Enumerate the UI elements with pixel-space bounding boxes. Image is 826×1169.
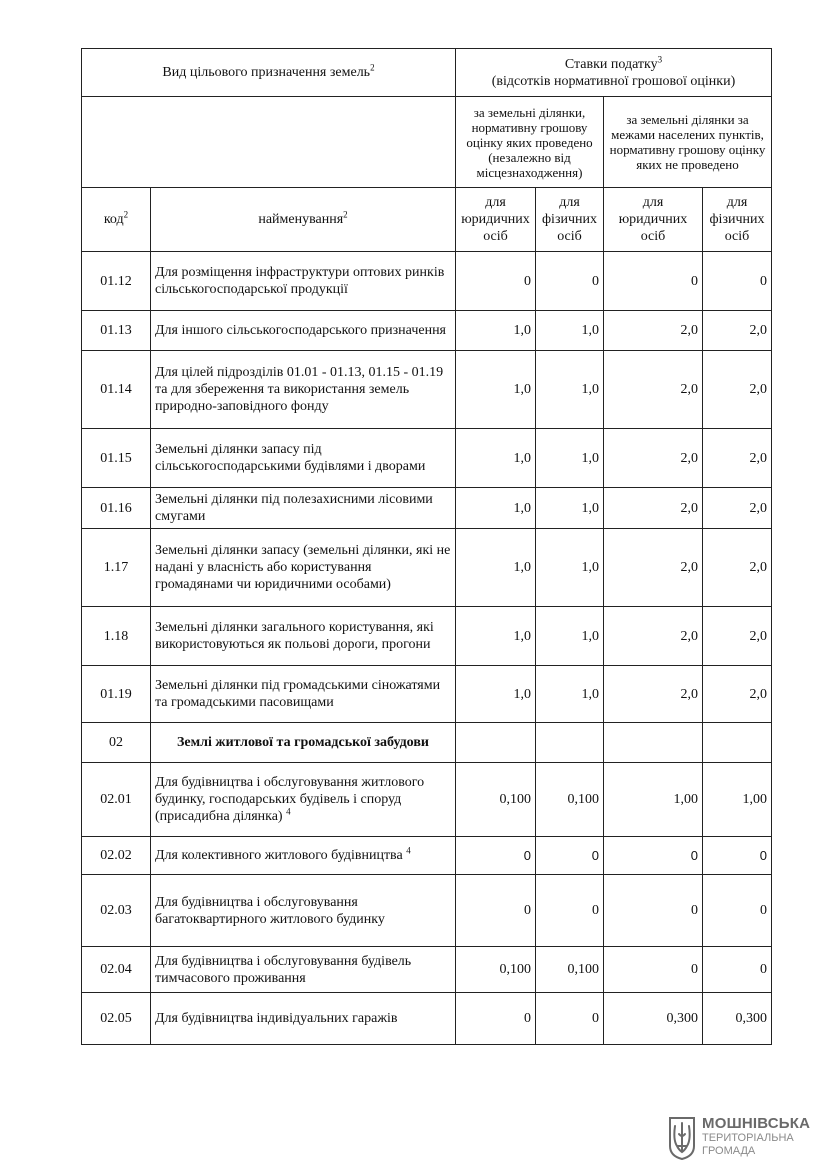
rate-physical-b: 0 bbox=[703, 875, 772, 947]
rate-physical-b: 1,00 bbox=[703, 763, 772, 837]
rate-physical-b: 0 bbox=[703, 252, 772, 311]
table-row bbox=[82, 837, 772, 875]
rate-physical: 0 bbox=[536, 993, 604, 1045]
header-row-3 bbox=[82, 188, 772, 252]
rate-physical-b: 2,0 bbox=[703, 529, 772, 607]
row-code: 01.19 bbox=[82, 666, 151, 723]
rate-physical: 1,0 bbox=[536, 607, 604, 666]
empty-cell bbox=[703, 723, 772, 763]
table-row bbox=[82, 529, 772, 607]
rate-legal-b: 2,0 bbox=[604, 666, 703, 723]
col-legal-b-header: для юридичних осіб bbox=[604, 188, 703, 252]
purpose-header: Вид цільового призначення земель$^2$ bbox=[82, 49, 456, 97]
rate-physical-b: 2,0 bbox=[703, 429, 772, 488]
row-name: Для будівництва індивідуальних гаражів bbox=[151, 993, 456, 1045]
rate-physical: 0 bbox=[536, 875, 604, 947]
empty-cell bbox=[536, 723, 604, 763]
row-name: Для цілей підрозділів 01.01 - 01.13, 01.15 - 01.19 та для збереження та використання земель природно-заповідного фонду bbox=[151, 351, 456, 429]
tax-rates-table bbox=[81, 48, 772, 1045]
rate-physical: 1,0 bbox=[536, 311, 604, 351]
rate-physical: 1,0 bbox=[536, 429, 604, 488]
row-name: Для будівництва і обслуговування будівель тимчасового проживання bbox=[151, 947, 456, 993]
header-row-1 bbox=[82, 49, 772, 97]
code-header: код$^2$ bbox=[82, 188, 151, 252]
row-code: 01.12 bbox=[82, 252, 151, 311]
rate-physical-b: 0 bbox=[703, 947, 772, 993]
row-code: 02.05 bbox=[82, 993, 151, 1045]
rate-physical: 0 bbox=[536, 837, 604, 875]
table-row bbox=[82, 947, 772, 993]
rate-physical: 0,100 bbox=[536, 947, 604, 993]
row-name: Земельні ділянки запасу (земельні ділянки, які не надані у власність або користування громадянами чи юридичними особами) bbox=[151, 529, 456, 607]
rate-legal-b: 0 bbox=[604, 837, 703, 875]
trident-icon bbox=[668, 1116, 696, 1160]
rate-legal: 1,0 bbox=[456, 666, 536, 723]
table-row bbox=[82, 311, 772, 351]
row-name: Для будівництва і обслуговування багатоквартирного житлового будинку bbox=[151, 875, 456, 947]
rate-legal: 0,100 bbox=[456, 763, 536, 837]
community-logo bbox=[668, 1114, 818, 1162]
rate-physical-b: 0 bbox=[703, 837, 772, 875]
rate-legal: 1,0 bbox=[456, 607, 536, 666]
rate-legal-b: 2,0 bbox=[604, 529, 703, 607]
rate-physical: 1,0 bbox=[536, 529, 604, 607]
rate-physical-b: 2,0 bbox=[703, 311, 772, 351]
logo-title: МОШНІВСЬКА bbox=[702, 1115, 811, 1132]
empty-cell bbox=[456, 723, 536, 763]
rate-physical: 1,0 bbox=[536, 666, 604, 723]
row-name: Земельні ділянки запасу під сільськогосподарськими будівлями і дворами bbox=[151, 429, 456, 488]
row-name: Для колективного житлового будівництва $^4$ bbox=[151, 837, 456, 875]
table-row bbox=[82, 763, 772, 837]
row-code: 1.18 bbox=[82, 607, 151, 666]
rate-physical: 1,0 bbox=[536, 351, 604, 429]
row-code: 02.03 bbox=[82, 875, 151, 947]
rate-legal: 1,0 bbox=[456, 488, 536, 529]
rate-legal: 0 bbox=[456, 993, 536, 1045]
rate-legal-b: 2,0 bbox=[604, 607, 703, 666]
header-row-2 bbox=[82, 97, 772, 188]
group-b-header: за земельні ділянки за межами населених пунктів, нормативну грошову оцінку яких не проведено bbox=[604, 97, 772, 188]
rate-legal: 1,0 bbox=[456, 529, 536, 607]
rate-legal: 0 bbox=[456, 875, 536, 947]
rate-physical-b: 2,0 bbox=[703, 607, 772, 666]
col-physical-header: для фізичних осіб bbox=[536, 188, 604, 252]
empty-cell bbox=[604, 723, 703, 763]
table-row bbox=[82, 429, 772, 488]
rate-physical: 0,100 bbox=[536, 763, 604, 837]
rate-physical-b: 2,0 bbox=[703, 666, 772, 723]
rate-legal: 0,100 bbox=[456, 947, 536, 993]
row-name: Земельні ділянки загального користування, які використовуються як польові дороги, прогони bbox=[151, 607, 456, 666]
row-name: Земельні ділянки під громадськими сіножатями та громадськими пасовищами bbox=[151, 666, 456, 723]
logo-subtitle-2: ГРОМАДА bbox=[702, 1145, 756, 1157]
row-code: 02.02 bbox=[82, 837, 151, 875]
rate-legal: 0 bbox=[456, 252, 536, 311]
row-code: 02.04 bbox=[82, 947, 151, 993]
group-a-header: за земельні ділянки, нормативну грошову оцінку яких проведено (незалежно від місцезнаходження) bbox=[456, 97, 604, 188]
row-name: Для іншого сільськогосподарського призначення bbox=[151, 311, 456, 351]
logo-subtitle: ТЕРИТОРІАЛЬНА bbox=[702, 1132, 794, 1144]
rate-legal-b: 2,0 bbox=[604, 429, 703, 488]
rate-legal: 0 bbox=[456, 837, 536, 875]
rate-legal: 1,0 bbox=[456, 311, 536, 351]
table-row bbox=[82, 252, 772, 311]
header-blank-cell bbox=[82, 97, 456, 188]
table-row bbox=[82, 666, 772, 723]
table-row bbox=[82, 993, 772, 1045]
table-row bbox=[82, 488, 772, 529]
row-code: 01.13 bbox=[82, 311, 151, 351]
rate-physical-b: 2,0 bbox=[703, 488, 772, 529]
row-code: 01.15 bbox=[82, 429, 151, 488]
rate-physical: 1,0 bbox=[536, 488, 604, 529]
table-row bbox=[82, 607, 772, 666]
row-name: Земельні ділянки під полезахисними лісовими смугами bbox=[151, 488, 456, 529]
rate-legal: 1,0 bbox=[456, 351, 536, 429]
group-row bbox=[82, 723, 772, 763]
row-code: 01.14 bbox=[82, 351, 151, 429]
row-name: Для розміщення інфраструктури оптових ринків сільськогосподарської продукції bbox=[151, 252, 456, 311]
rate-physical-b: 2,0 bbox=[703, 351, 772, 429]
group-code: 02 bbox=[82, 723, 151, 763]
row-code: 1.17 bbox=[82, 529, 151, 607]
rate-legal: 1,0 bbox=[456, 429, 536, 488]
col-physical-b-header: для фізичних осіб bbox=[703, 188, 772, 252]
rate-physical: 0 bbox=[536, 252, 604, 311]
row-name: Для будівництва і обслуговування житлового будинку, господарських будівель і споруд (присадибна ділянка) $^4$ bbox=[151, 763, 456, 837]
table-row bbox=[82, 875, 772, 947]
rate-physical-b: 0,300 bbox=[703, 993, 772, 1045]
rate-legal-b: 2,0 bbox=[604, 351, 703, 429]
rate-legal-b: 1,00 bbox=[604, 763, 703, 837]
rates-header: Ставки податку$^3$ (відсотків нормативної грошової оцінки) bbox=[456, 49, 772, 97]
rate-legal-b: 0 bbox=[604, 875, 703, 947]
rate-legal-b: 0,300 bbox=[604, 993, 703, 1045]
rate-legal-b: 0 bbox=[604, 252, 703, 311]
rate-legal-b: 0 bbox=[604, 947, 703, 993]
name-header: найменування$^2$ bbox=[151, 188, 456, 252]
rate-legal-b: 2,0 bbox=[604, 311, 703, 351]
table-row bbox=[82, 351, 772, 429]
row-code: 02.01 bbox=[82, 763, 151, 837]
col-legal-header: для юридичних осіб bbox=[456, 188, 536, 252]
row-code: 01.16 bbox=[82, 488, 151, 529]
group-name: Землі житлової та громадської забудови bbox=[151, 723, 456, 763]
rate-legal-b: 2,0 bbox=[604, 488, 703, 529]
